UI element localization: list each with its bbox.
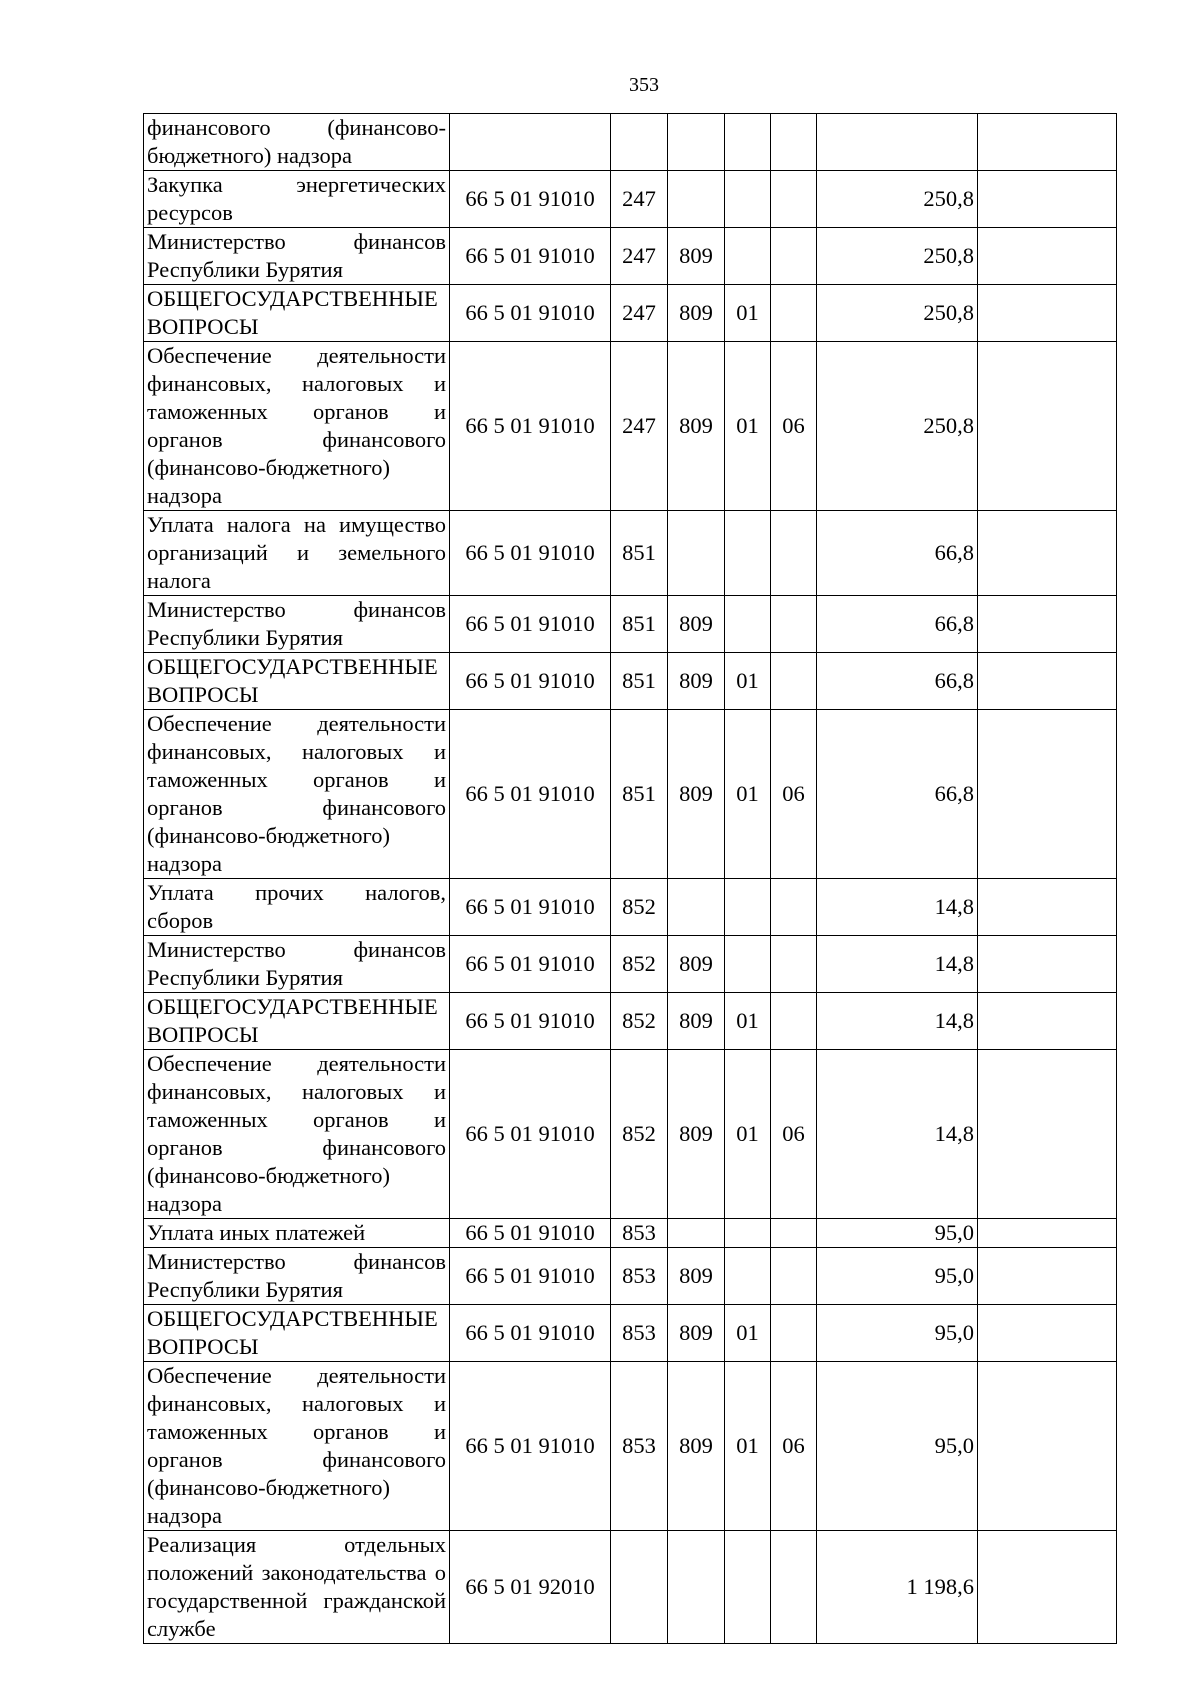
row-ministry-cell: 809 [668, 1248, 725, 1305]
row-code-cell: 66 5 01 91010 [450, 596, 611, 653]
row-section-cell [725, 1248, 771, 1305]
row-expense-type-cell: 853 [611, 1248, 668, 1305]
row-expense-type-cell: 853 [611, 1219, 668, 1248]
row-ministry-cell: 809 [668, 228, 725, 285]
row-amount-cell: 95,0 [817, 1362, 978, 1531]
row-empty-cell [978, 1362, 1117, 1531]
row-subsection-cell: 06 [771, 342, 817, 511]
table-row [144, 1248, 1117, 1305]
table-row [144, 596, 1117, 653]
row-empty-cell [978, 511, 1117, 596]
row-subsection-cell: 06 [771, 710, 817, 879]
row-name-cell: Обеспечение деятельности финансовых, налоговых и таможенных органов и органов финансового (финансово-бюджетного) надзора [144, 710, 450, 879]
row-subsection-cell [771, 936, 817, 993]
row-code-cell: 66 5 01 91010 [450, 879, 611, 936]
row-empty-cell [978, 710, 1117, 879]
row-empty-cell [978, 228, 1117, 285]
row-subsection-cell [771, 653, 817, 710]
row-subsection-cell [771, 1219, 817, 1248]
row-code-cell: 66 5 01 91010 [450, 1219, 611, 1248]
row-expense-type-cell [611, 114, 668, 171]
budget-table [143, 113, 1117, 1644]
row-section-cell [725, 879, 771, 936]
row-ministry-cell [668, 171, 725, 228]
row-name-cell: Министерство финансов Республики Бурятия [144, 596, 450, 653]
row-amount-cell: 14,8 [817, 936, 978, 993]
row-ministry-cell: 809 [668, 936, 725, 993]
row-amount-cell [817, 114, 978, 171]
row-amount-cell: 14,8 [817, 879, 978, 936]
row-empty-cell [978, 1305, 1117, 1362]
row-section-cell [725, 114, 771, 171]
row-empty-cell [978, 114, 1117, 171]
row-section-cell [725, 596, 771, 653]
row-name-cell: Министерство финансов Республики Бурятия [144, 936, 450, 993]
row-subsection-cell [771, 1305, 817, 1362]
row-code-cell: 66 5 01 91010 [450, 710, 611, 879]
row-expense-type-cell: 247 [611, 285, 668, 342]
row-name-cell: Уплата прочих налогов, сборов [144, 879, 450, 936]
table-row [144, 1305, 1117, 1362]
row-empty-cell [978, 1050, 1117, 1219]
row-amount-cell: 250,8 [817, 171, 978, 228]
row-expense-type-cell: 851 [611, 596, 668, 653]
row-subsection-cell [771, 228, 817, 285]
row-ministry-cell [668, 114, 725, 171]
row-subsection-cell: 06 [771, 1050, 817, 1219]
table-row [144, 1362, 1117, 1531]
row-empty-cell [978, 993, 1117, 1050]
row-amount-cell: 95,0 [817, 1305, 978, 1362]
row-name-cell: ОБЩЕГОСУДАРСТВЕННЫЕ ВОПРОСЫ [144, 993, 450, 1050]
row-empty-cell [978, 285, 1117, 342]
row-ministry-cell: 809 [668, 653, 725, 710]
row-section-cell: 01 [725, 1305, 771, 1362]
row-section-cell: 01 [725, 993, 771, 1050]
row-subsection-cell: 06 [771, 1362, 817, 1531]
budget-table-body [144, 114, 1117, 1644]
row-section-cell: 01 [725, 1050, 771, 1219]
row-code-cell: 66 5 01 91010 [450, 653, 611, 710]
row-ministry-cell: 809 [668, 1305, 725, 1362]
row-section-cell [725, 1219, 771, 1248]
row-ministry-cell: 809 [668, 710, 725, 879]
row-amount-cell: 250,8 [817, 285, 978, 342]
table-row [144, 653, 1117, 710]
row-ministry-cell [668, 511, 725, 596]
row-name-cell: Уплата иных платежей [144, 1219, 450, 1248]
row-subsection-cell [771, 1248, 817, 1305]
row-code-cell: 66 5 01 91010 [450, 511, 611, 596]
row-name-cell: ОБЩЕГОСУДАРСТВЕННЫЕ ВОПРОСЫ [144, 653, 450, 710]
table-row [144, 710, 1117, 879]
row-name-cell: Закупка энергетических ресурсов [144, 171, 450, 228]
page-number: 353 [629, 74, 659, 96]
row-amount-cell: 66,8 [817, 710, 978, 879]
row-amount-cell: 66,8 [817, 653, 978, 710]
row-expense-type-cell [611, 1531, 668, 1644]
row-code-cell: 66 5 01 91010 [450, 1362, 611, 1531]
row-amount-cell: 250,8 [817, 228, 978, 285]
row-code-cell: 66 5 01 91010 [450, 228, 611, 285]
row-name-cell: ОБЩЕГОСУДАРСТВЕННЫЕ ВОПРОСЫ [144, 1305, 450, 1362]
row-section-cell [725, 511, 771, 596]
row-name-cell: Министерство финансов Республики Бурятия [144, 228, 450, 285]
row-ministry-cell: 809 [668, 1050, 725, 1219]
row-subsection-cell [771, 879, 817, 936]
row-ministry-cell: 809 [668, 285, 725, 342]
row-section-cell: 01 [725, 710, 771, 879]
row-name-cell: Министерство финансов Республики Бурятия [144, 1248, 450, 1305]
row-amount-cell: 14,8 [817, 993, 978, 1050]
row-empty-cell [978, 1531, 1117, 1644]
row-name-cell: Обеспечение деятельности финансовых, налоговых и таможенных органов и органов финансового (финансово-бюджетного) надзора [144, 1050, 450, 1219]
row-subsection-cell [771, 285, 817, 342]
row-expense-type-cell: 852 [611, 1050, 668, 1219]
row-code-cell: 66 5 01 91010 [450, 285, 611, 342]
row-empty-cell [978, 1219, 1117, 1248]
row-expense-type-cell: 852 [611, 936, 668, 993]
row-ministry-cell [668, 1531, 725, 1644]
row-expense-type-cell: 853 [611, 1362, 668, 1531]
table-row [144, 1219, 1117, 1248]
row-code-cell: 66 5 01 91010 [450, 171, 611, 228]
table-row [144, 1531, 1117, 1644]
row-subsection-cell [771, 993, 817, 1050]
row-expense-type-cell: 851 [611, 710, 668, 879]
row-empty-cell [978, 936, 1117, 993]
row-ministry-cell: 809 [668, 993, 725, 1050]
row-name-cell: Реализация отдельных положений законодательства о государственной гражданской службе [144, 1531, 450, 1644]
row-name-cell: Обеспечение деятельности финансовых, налоговых и таможенных органов и органов финансового (финансово-бюджетного) надзора [144, 342, 450, 511]
table-row [144, 228, 1117, 285]
table-row [144, 171, 1117, 228]
row-amount-cell: 95,0 [817, 1248, 978, 1305]
row-name-cell: Обеспечение деятельности финансовых, налоговых и таможенных органов и органов финансового (финансово-бюджетного) надзора [144, 1362, 450, 1531]
row-subsection-cell [771, 114, 817, 171]
row-subsection-cell [771, 596, 817, 653]
row-code-cell: 66 5 01 91010 [450, 993, 611, 1050]
row-ministry-cell: 809 [668, 596, 725, 653]
row-section-cell: 01 [725, 285, 771, 342]
row-code-cell: 66 5 01 91010 [450, 342, 611, 511]
row-section-cell: 01 [725, 1362, 771, 1531]
table-row [144, 1050, 1117, 1219]
row-amount-cell: 95,0 [817, 1219, 978, 1248]
row-expense-type-cell: 851 [611, 653, 668, 710]
row-ministry-cell: 809 [668, 342, 725, 511]
row-empty-cell [978, 171, 1117, 228]
row-amount-cell: 66,8 [817, 511, 978, 596]
row-subsection-cell [771, 511, 817, 596]
row-empty-cell [978, 596, 1117, 653]
row-empty-cell [978, 653, 1117, 710]
row-expense-type-cell: 853 [611, 1305, 668, 1362]
row-section-cell [725, 936, 771, 993]
row-section-cell: 01 [725, 342, 771, 511]
row-name-cell: Уплата налога на имущество организаций и земельного налога [144, 511, 450, 596]
row-expense-type-cell: 247 [611, 171, 668, 228]
row-empty-cell [978, 342, 1117, 511]
row-ministry-cell: 809 [668, 1362, 725, 1531]
row-code-cell: 66 5 01 91010 [450, 1050, 611, 1219]
row-subsection-cell [771, 1531, 817, 1644]
row-expense-type-cell: 852 [611, 879, 668, 936]
row-code-cell: 66 5 01 91010 [450, 936, 611, 993]
row-expense-type-cell: 851 [611, 511, 668, 596]
row-amount-cell: 1 198,6 [817, 1531, 978, 1644]
row-code-cell: 66 5 01 92010 [450, 1531, 611, 1644]
table-row [144, 285, 1117, 342]
row-code-cell: 66 5 01 91010 [450, 1248, 611, 1305]
row-expense-type-cell: 247 [611, 228, 668, 285]
row-section-cell [725, 171, 771, 228]
row-ministry-cell [668, 879, 725, 936]
table-row [144, 342, 1117, 511]
row-empty-cell [978, 1248, 1117, 1305]
table-row [144, 511, 1117, 596]
row-expense-type-cell: 852 [611, 993, 668, 1050]
row-ministry-cell [668, 1219, 725, 1248]
row-name-cell: финансового (финансово-бюджетного) надзора [144, 114, 450, 171]
row-name-cell: ОБЩЕГОСУДАРСТВЕННЫЕ ВОПРОСЫ [144, 285, 450, 342]
row-section-cell [725, 228, 771, 285]
row-amount-cell: 66,8 [817, 596, 978, 653]
row-code-cell [450, 114, 611, 171]
row-section-cell [725, 1531, 771, 1644]
table-row [144, 936, 1117, 993]
row-code-cell: 66 5 01 91010 [450, 1305, 611, 1362]
table-row [144, 114, 1117, 171]
row-expense-type-cell: 247 [611, 342, 668, 511]
row-subsection-cell [771, 171, 817, 228]
row-amount-cell: 250,8 [817, 342, 978, 511]
table-row [144, 993, 1117, 1050]
row-section-cell: 01 [725, 653, 771, 710]
row-empty-cell [978, 879, 1117, 936]
row-amount-cell: 14,8 [817, 1050, 978, 1219]
table-row [144, 879, 1117, 936]
